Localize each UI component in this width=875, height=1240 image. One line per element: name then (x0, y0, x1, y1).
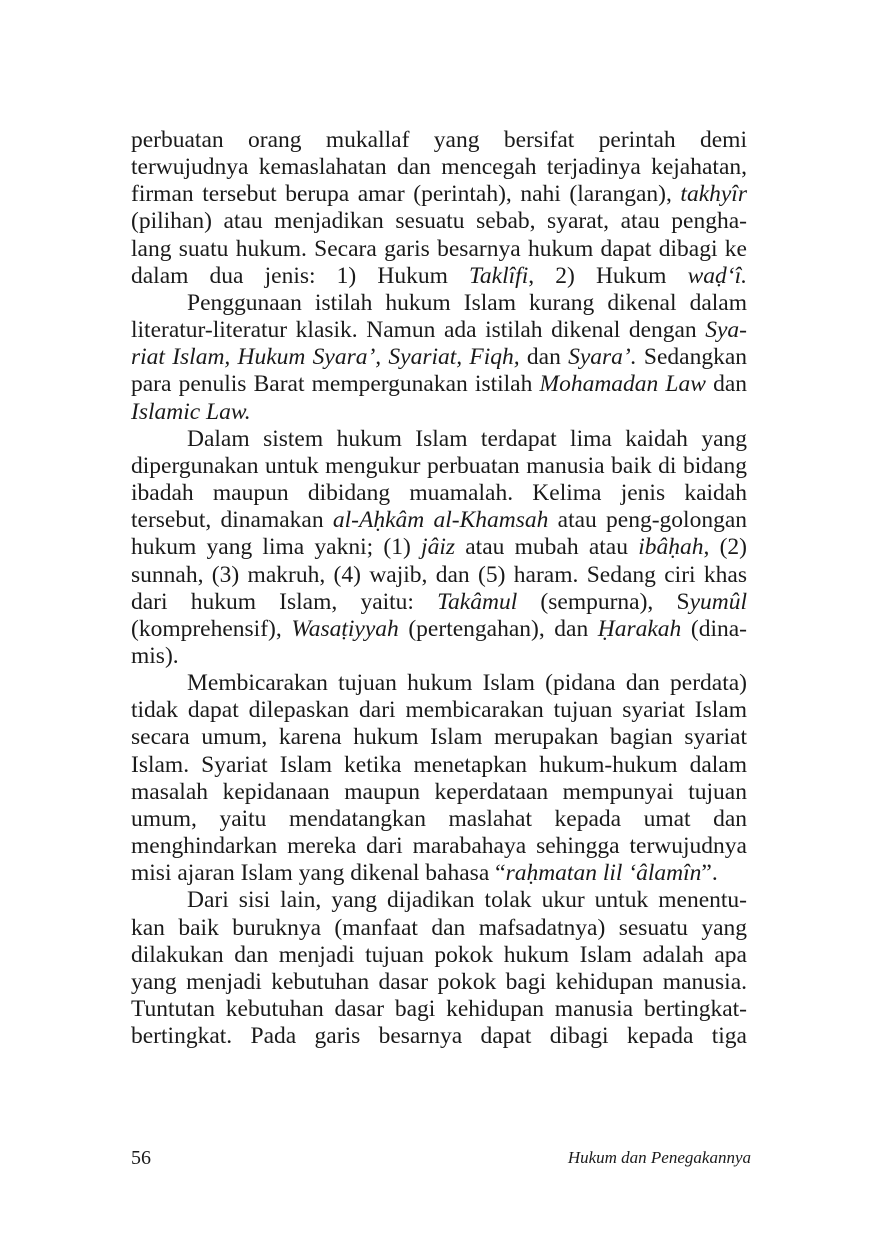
italic-term: Takâmul (437, 588, 518, 615)
running-title: Hukum dan Penegakannya (567, 1148, 751, 1167)
italic-term: Islamic Law. (131, 398, 251, 425)
text-run: dan (519, 344, 569, 371)
italic-term: Sya-riat Islam, Hukum Syara’, Syariat, Fiqh, (131, 317, 747, 371)
italic-term: Ḥarakah (597, 615, 682, 642)
text-run: atau mubah atau (455, 534, 639, 561)
paragraph-5 (131, 887, 747, 1050)
paragraph-1 (131, 127, 747, 290)
text-run: (dina-mis). (131, 615, 747, 669)
page-footer (131, 1146, 751, 1170)
italic-term: raḥmatan lil ‘âlamîn (505, 860, 702, 887)
page-body (131, 127, 747, 1050)
paragraph-4 (131, 670, 747, 887)
italic-term: Wasaṭiyyah (291, 615, 399, 642)
text-run: , 2) Hukum (528, 262, 688, 289)
text-run: Sedangkan para penulis Barat mempergunakan istilah (131, 344, 747, 398)
text-run: dan (705, 371, 747, 398)
italic-term: ibâḥah (638, 534, 704, 561)
italic-term: yumûl (689, 588, 747, 615)
italic-term: jâiz (421, 534, 456, 561)
text-run: , (2) sunnah, (3) makruh, (4) wajib, dan (5) haram. Sedang ciri khas dari hukum Islam, yaitu: (131, 534, 747, 615)
text-run: Penggunaan istilah hukum Islam kurang dikenal dalam literatur-literatur klasik. Namun ada istilah dikenal dengan (131, 289, 747, 344)
text-run: (pilihan) atau menjadikan sesuatu sebab, syarat, atau pengha-lang suatu hukum. Secara garis besarnya hukum dapat dibagi ke dalam dua jenis: 1) Hukum (131, 208, 747, 289)
italic-term: Mohamadan Law (539, 371, 706, 398)
text-run: atau peng-golongan hukum yang lima yakni; (1) (131, 507, 747, 561)
italic-term: waḍ‘î. (687, 262, 747, 289)
paragraph-2 (131, 290, 747, 426)
text-run: ”. (701, 860, 718, 887)
text-run: perbuatan orang mukallaf yang bersifat perintah demi terwujudnya kemaslahatan dan mencegah terjadinya kejahatan, firman tersebut berupa amar (perintah), nahi (larangan), (131, 127, 747, 208)
text-run: (komprehensif), (131, 615, 292, 642)
text-run: Membicarakan tujuan hukum Islam (pidana dan perdata) tidak dapat dilepaskan dari membicarakan tujuan syariat Islam secara umum, karena hukum Islam merupakan bagian syariat Islam. Syariat Islam ketika menetapkan hukum-hukum dalam masalah kepidanaan maupun keperdataan mempunyai tujuan umum, yaitu mendatangkan maslahat kepada umat dan menghindarkan mereka dari marabahaya sehingga terwujudnya misi ajaran Islam yang dikenal bahasa “ (131, 670, 747, 887)
italic-term: takhyîr (680, 181, 747, 208)
text-run: Dari sisi lain, yang dijadikan tolak ukur untuk menentu-kan baik buruknya (manfaat dan mafsadatnya) sesuatu yang dilakukan dan menjadi tujuan pokok hukum Islam adalah apa yang menjadi kebutuhan dasar pokok bagi kehidupan manusia. Tuntutan kebutuhan dasar bagi kehidupan manusia bertingkat-bertingkat. Pada garis besarnya dapat dibagi kepada tiga (131, 887, 747, 1050)
italic-term: Syara’. (568, 344, 637, 371)
text-run: Dalam sistem hukum Islam terdapat lima kaidah yang dipergunakan untuk mengukur perbuatan manusia baik di bidang ibadah maupun dibidang muamalah. Kelima jenis kaidah tersebut, dinamakan (131, 425, 747, 534)
text-run: (pertengahan), dan (398, 615, 598, 642)
text-run: (sempurna), S (517, 588, 690, 615)
paragraph-3 (131, 426, 747, 670)
italic-term: Taklîfi (469, 262, 529, 289)
page-number: 56 (131, 1147, 151, 1169)
italic-term: al-Aḥkâm al-Khamsah (332, 507, 549, 534)
